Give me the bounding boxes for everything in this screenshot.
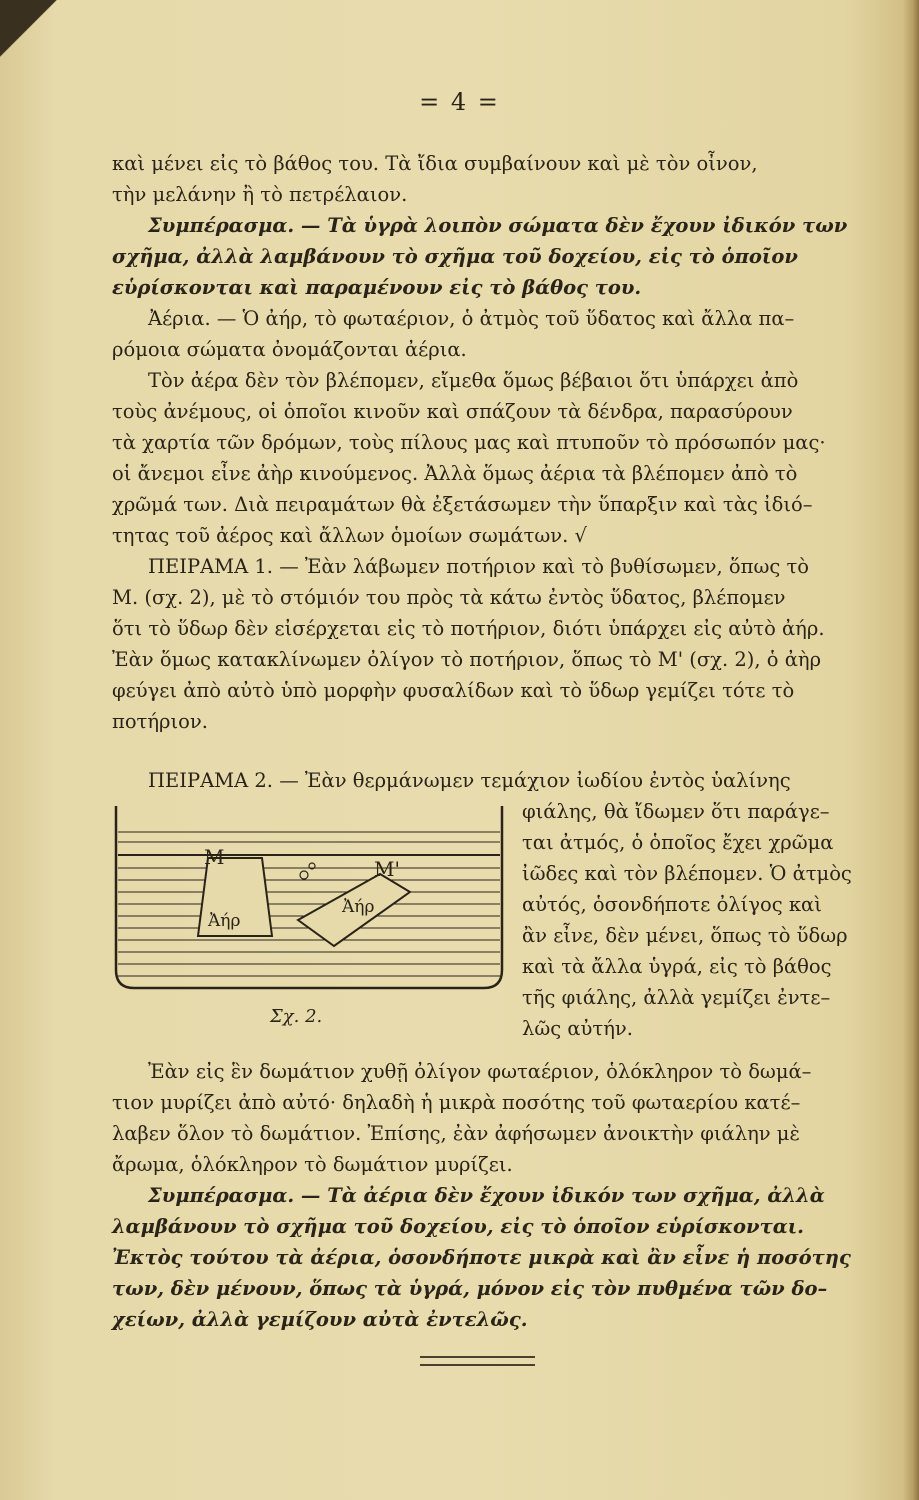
text-line: Τὸν ἀέρα δὲν τὸν βλέπομεν, εἴμεθα ὅμως βέβαιοι ὅτι ὑπάρχει ἀπὸ [148, 369, 799, 392]
experiment-2-heading [112, 765, 882, 796]
conclusion-liquids-line: σχῆμα, ἀλλὰ λαμβάνουν τὸ σχῆμα τοῦ δοχείου, εἰς τὸ ὁποῖον [112, 245, 798, 268]
text-block-top [112, 148, 882, 737]
label-air-right: Ἀήρ [342, 897, 375, 917]
text-line: χρῶμά των. Διὰ πειραμάτων θὰ ἐξετάσωμεν τὴν ὕπαρξιν καὶ τὰς ἰδιό– [112, 493, 813, 516]
text-line: αὐτός, ὁσονδήποτε ὀλίγος καὶ [522, 893, 822, 916]
text-line: τιον μυρίζει ἀπὸ αὐτό· δηλαδὴ ἡ μικρὰ ποσότης τοῦ φωταερίου κατέ– [112, 1091, 801, 1114]
text-line: λαβεν ὅλον τὸ δωμάτιον. Ἐπίσης, ἐὰν ἀφήσωμεν ἀνοικτὴν φιάλην μὲ [112, 1122, 800, 1145]
scan-corner-shadow [0, 0, 60, 80]
text-line: φεύγει ἀπὸ αὐτὸ ὑπὸ μορφὴν φυσαλίδων καὶ τὸ ὕδωρ γεμίζει τότε τὸ [112, 679, 795, 702]
text-line: τῆς φιάλης, ἀλλὰ γεμίζει ἐντε– [522, 986, 831, 1009]
conclusion-gases-line: χείων, ἀλλὰ γεμίζουν αὐτὰ ἐντελῶς. [112, 1308, 528, 1331]
text-line: τοὺς ἀνέμους, οἱ ὁποῖοι κινοῦν καὶ σπάζουν τὰ δένδρα, παρασύρουν [112, 400, 793, 423]
text-line: τητας τοῦ ἀέρος καὶ ἄλλων ὁμοίων σωμάτων. √ [112, 524, 587, 547]
conclusion-liquids-line: εὑρίσκονται καὶ παραμένουν εἰς τὸ βάθος του. [112, 276, 642, 299]
conclusion-gases-line: Ἐκτὸς τούτου τὰ ἀέρια, ὁσονδήποτε μικρὰ καὶ ἂν εἶνε ἡ ποσότης [112, 1246, 851, 1269]
text-line: Μ. (σχ. 2), μὲ τὸ στόμιόν του πρὸς τὰ κάτω ἐντὸς ὕδατος, βλέπομεν [112, 586, 786, 609]
text-line: τὴν μελάνην ἢ τὸ πετρέλαιον. [112, 183, 408, 206]
label-m: M [204, 845, 225, 869]
text-line: οἱ ἄνεμοι εἶνε ἀὴρ κινούμενος. Ἀλλὰ ὅμως ἀέρια τὰ βλέπομεν ἀπὸ τὸ [112, 462, 798, 485]
label-m-prime: M' [374, 857, 400, 881]
conclusion-gases-line: των, δὲν μένουν, ὅπως τὰ ὑγρά, μόνον εἰς τὸν πυθμένα τῶν δο– [112, 1277, 828, 1300]
gases-heading-line: Ἀέρια. — Ὁ ἀήρ, τὸ φωταέριον, ὁ ἀτμὸς τοῦ ὕδατος καὶ ἄλλα πα– [148, 307, 795, 330]
conclusion-liquids-line: Συμπέρασμα. — Τὰ ὑγρὰ λοιπὸν σώματα δὲν ἔχουν ἰδικόν των [148, 214, 848, 237]
conclusion-gases-line: Συμπέρασμα. — Τὰ ἀέρια δὲν ἔχουν ἰδικόν των σχῆμα, ἀλλὰ [148, 1184, 825, 1207]
water-lines [118, 832, 500, 976]
figure-caption: Σχ. 2. [270, 1006, 323, 1027]
text-line: Ἐὰν ὅμως κατακλίνωμεν ὀλίγον τὸ ποτήριον, ὅπως τὸ Μ' (σχ. 2), ὁ ἀὴρ [112, 648, 822, 671]
label-air-left: Ἀήρ [208, 911, 241, 931]
vessel-outline [116, 806, 502, 988]
text-line: λῶς αὐτήν. [522, 1017, 633, 1040]
conclusion-gases-line: λαμβάνουν τὸ σχῆμα τοῦ δοχείου, εἰς τὸ ὁποῖον εὑρίσκονται. [112, 1215, 804, 1238]
text-line: ὅτι τὸ ὕδωρ δὲν εἰσέρχεται εἰς τὸ ποτήριον, διότι ὑπάρχει εἰς αὐτὸ ἀήρ. [112, 617, 825, 640]
text-line: ποτήριον. [112, 710, 208, 733]
figure-2-diagram [112, 800, 512, 1000]
text-line: ἄρωμα, ὁλόκληρον τὸ δωμάτιον μυρίζει. [112, 1153, 513, 1176]
text-block-beside-figure [522, 796, 882, 1044]
text-line: καὶ τὰ ἄλλα ὑγρά, εἰς τὸ βάθος [522, 955, 832, 978]
air-bubble [300, 871, 308, 879]
text-line: καὶ μένει εἰς τὸ βάθος του. Τὰ ἴδια συμβαίνουν καὶ μὲ τὸν οἶνον, [112, 152, 758, 175]
text-line: ἰῶδες καὶ τὸν βλέπομεν. Ὁ ἀτμὸς [522, 862, 852, 885]
text-line: ρόμοια σώματα ὀνομάζονται ἀέρια. [112, 338, 467, 361]
page-number: = 4 = [419, 88, 500, 116]
text-line: ται ἀτμός, ὁ ὁποῖος ἔχει χρῶμα [522, 831, 834, 854]
experiment-2-line: ΠΕΙΡΑΜΑ 2. — Ἐὰν θερμάνωμεν τεμάχιον ἰωδίου ἐντὸς ὑαλίνης [148, 769, 791, 792]
text-block-bottom [112, 1056, 882, 1335]
text-line: Ἐὰν εἰς ἓν δωμάτιον χυθῇ ὀλίγον φωταέριον, ὁλόκληρον τὸ δωμά– [148, 1060, 812, 1083]
experiment-1-line: ΠΕΙΡΑΜΑ 1. — Ἐὰν λάβωμεν ποτήριον καὶ τὸ βυθίσωμεν, ὅπως τὸ [148, 555, 809, 578]
text-line: τὰ χαρτία τῶν δρόμων, τοὺς πίλους μας καὶ πτυποῦν τὸ πρόσωπόν μας· [112, 431, 826, 454]
end-divider [420, 1356, 535, 1366]
text-line: φιάλης, θὰ ἴδωμεν ὅτι παράγε– [522, 800, 830, 823]
text-line: ἂν εἶνε, δὲν μένει, ὅπως τὸ ὕδωρ [522, 924, 848, 947]
scan-right-edge [903, 0, 919, 1500]
